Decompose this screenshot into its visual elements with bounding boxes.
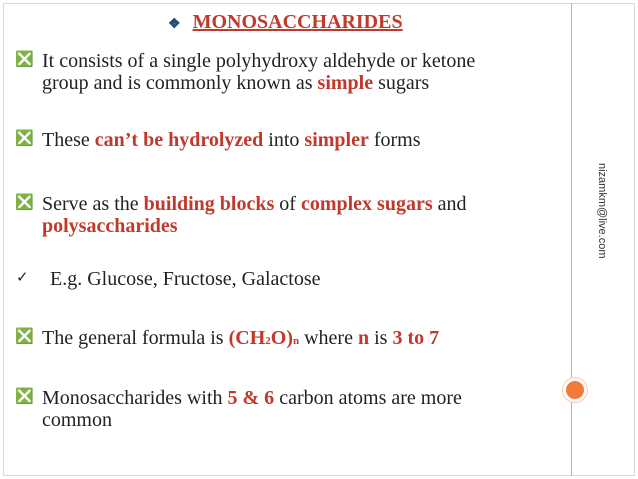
item-1-text-end: sugars (373, 72, 430, 94)
item-3-line-2: polysaccharides (42, 215, 178, 237)
bullet-item-1 (42, 50, 475, 94)
bullet-item-5 (42, 327, 439, 352)
slide-border-right (634, 3, 635, 476)
item-3-text-end: and (432, 193, 467, 215)
item-1-line-1: It consists of a single polyhydroxy aldehyde or ketone (42, 50, 476, 72)
slide-border-bottom (3, 475, 635, 476)
item-2-highlight: can’t be hydrolyzed (94, 129, 264, 151)
item-2-text-end: forms (368, 129, 421, 151)
item-2-text-mid: into (263, 129, 305, 151)
side-email-text: nizamkm@live.com (596, 163, 608, 259)
item-5-highlight-range: 3 to 7 (392, 327, 440, 349)
checkmark-icon: ✓ (16, 270, 29, 286)
item-3-highlight-2: complex sugars (300, 193, 433, 215)
orange-bullet-icon: ❎ (15, 329, 34, 345)
orange-bullet-icon: ❎ (15, 52, 34, 68)
formula-part-2: O) (270, 327, 293, 349)
item-3-line-1 (42, 193, 467, 215)
item-6-text: Monosaccharides with (42, 387, 228, 409)
item-1-line-2 (42, 72, 475, 94)
formula-subscript-2: 2 (265, 335, 271, 347)
item-3-text-mid: of (274, 193, 301, 215)
slide-border-left (3, 3, 4, 476)
vertical-divider-line (571, 3, 572, 476)
item-3-text: Serve as the (42, 193, 144, 215)
slide-title (168, 11, 403, 34)
item-3-highlight: building blocks (143, 193, 275, 215)
item-2-text: These (42, 129, 95, 151)
item-4-text: E.g. Glucose, Fructose, Galactose (50, 268, 321, 290)
item-5-highlight-n: n (357, 327, 370, 349)
item-5-text-is: is (369, 327, 393, 349)
item-6-line-1 (42, 387, 462, 409)
formula-part-1: (CH (228, 327, 266, 349)
item-2-highlight-2: simpler (304, 129, 369, 151)
orange-circle-decoration (563, 378, 587, 402)
orange-bullet-icon: ❎ (15, 389, 34, 405)
formula-subscript-n: n (292, 335, 300, 347)
title-text: MONOSACCHARIDES (192, 11, 403, 33)
diamond-bullet-icon: ❖ (168, 17, 181, 32)
orange-bullet-icon: ❎ (15, 131, 34, 147)
item-6-line-2: common (42, 409, 112, 431)
bullet-item-2 (42, 129, 421, 151)
bullet-item-6 (42, 387, 462, 431)
item-5-text-mid: where (299, 327, 358, 349)
slide-border-top (3, 3, 635, 4)
item-6-text-end: carbon atoms are more (274, 387, 462, 409)
chemical-formula (229, 327, 300, 349)
bullet-item-4 (50, 268, 320, 290)
bullet-item-3 (42, 193, 467, 237)
item-1-text: group and is commonly known as (42, 72, 318, 94)
item-1-highlight: simple (317, 72, 374, 94)
orange-bullet-icon: ❎ (15, 195, 34, 211)
side-email-text-box (597, 163, 609, 273)
item-5-text: The general formula is (42, 327, 229, 349)
item-6-highlight: 5 & 6 (227, 387, 275, 409)
